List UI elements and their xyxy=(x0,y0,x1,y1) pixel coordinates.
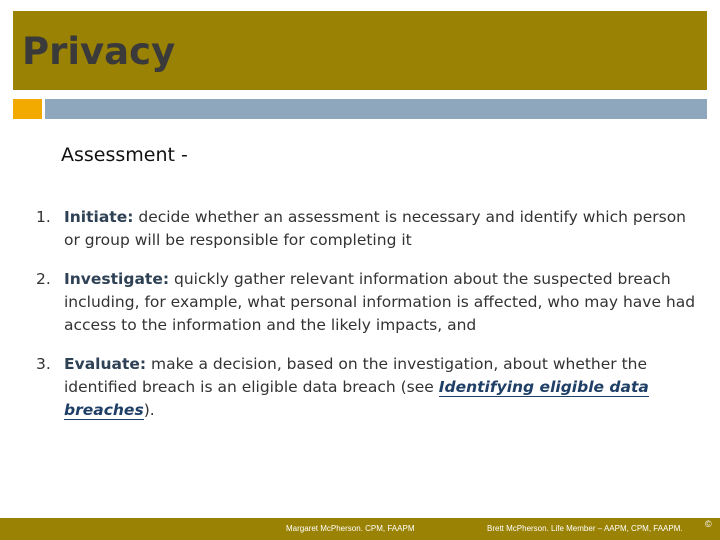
list-tail: ). xyxy=(143,401,155,419)
eligible-breaches-link[interactable]: Identifying eligible data breaches xyxy=(64,378,649,419)
list-item xyxy=(36,206,696,252)
footer-author-left: Margaret McPherson. CPM, FAAPM xyxy=(286,524,415,533)
copyright-icon: © xyxy=(705,519,712,529)
list-text xyxy=(64,268,696,337)
list-term: Investigate: xyxy=(64,270,170,288)
list-item xyxy=(36,268,696,337)
list-number: 3. xyxy=(36,355,51,373)
list-text xyxy=(64,353,696,422)
list-number: 2. xyxy=(36,270,51,288)
subtitle: Assessment - xyxy=(61,144,188,166)
list-term: Initiate: xyxy=(64,208,134,226)
list-term: Evaluate: xyxy=(64,355,147,373)
slide-title: Privacy xyxy=(22,30,176,73)
assessment-list xyxy=(36,206,696,438)
list-text xyxy=(64,206,696,252)
list-description: decide whether an assessment is necessary and identify which person or group will be responsible for completing it xyxy=(64,208,686,249)
list-description: make a decision, based on the investigation, about whether the identified breach is an eligible data breach (see xyxy=(64,355,648,396)
footer-author-right: Brett McPherson. Life Member – AAPM, CPM, FAAPM. xyxy=(487,524,683,533)
list-item xyxy=(36,353,696,422)
accent-bar-orange xyxy=(13,99,42,119)
list-number: 1. xyxy=(36,208,51,226)
accent-bar-blue xyxy=(45,99,707,119)
list-description: quickly gather relevant information about the suspected breach including, for example, what personal information is affected, who may have had access to the information and the likely impacts, and xyxy=(64,270,696,334)
